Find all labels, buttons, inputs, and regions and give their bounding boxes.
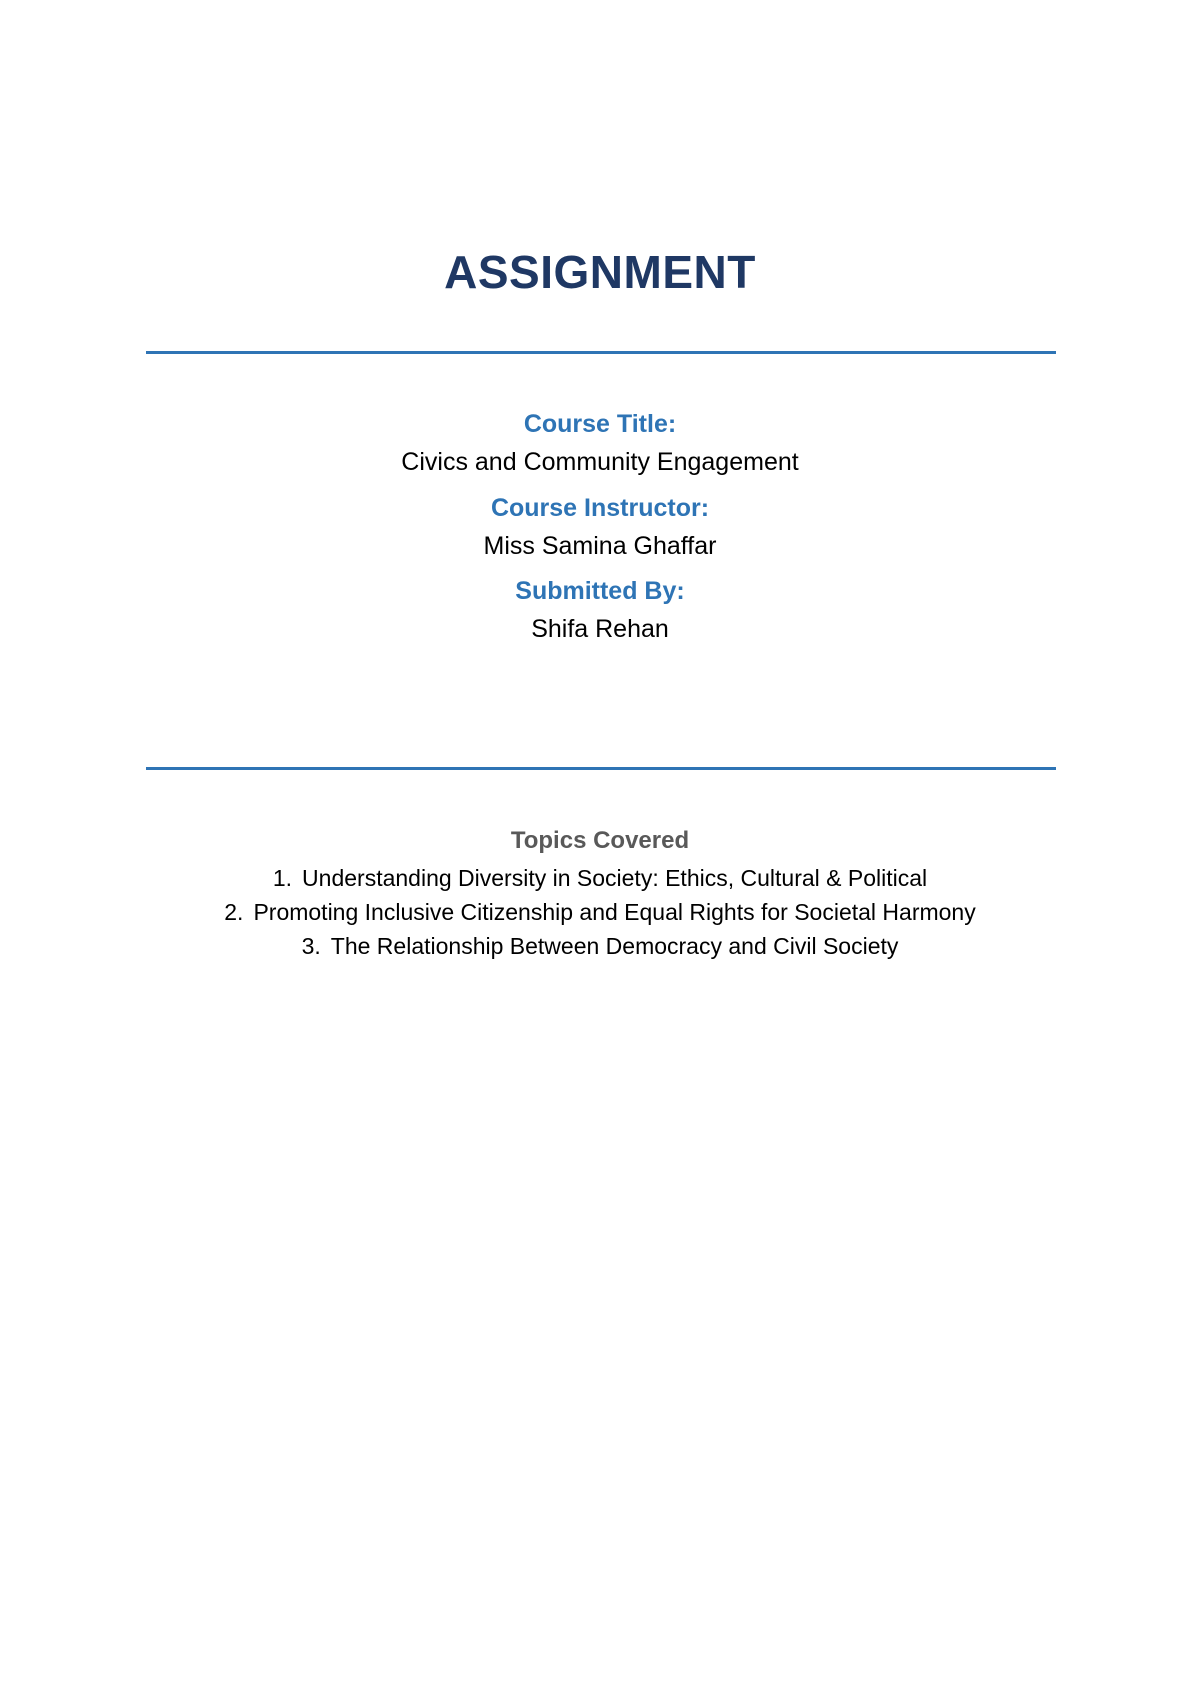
course-title-block (0, 409, 1200, 477)
document-title: ASSIGNMENT (444, 246, 756, 298)
submitted-by-label: Submitted By: (515, 577, 685, 605)
course-instructor-value: Miss Samina Ghaffar (483, 532, 717, 560)
course-title-value: Civics and Community Engagement (401, 448, 799, 476)
topic-text: The Relationship Between Democracy and Civil Society (330, 933, 899, 959)
course-title-label: Course Title: (523, 410, 677, 438)
submitted-by-block (0, 576, 1200, 644)
topic-text: Promoting Inclusive Citizenship and Equal Rights for Societal Harmony (253, 899, 976, 925)
topic-number: 2. (224, 899, 244, 925)
topic-text: Understanding Diversity in Society: Ethics, Cultural & Political (302, 865, 928, 891)
topic-item (0, 895, 1200, 929)
course-instructor-block (0, 493, 1200, 561)
submitted-by-value: Shifa Rehan (531, 615, 669, 643)
topic-item (0, 929, 1200, 963)
bottom-divider (146, 767, 1056, 770)
topic-number: 1. (272, 865, 293, 891)
top-divider (146, 351, 1056, 354)
course-instructor-label: Course Instructor: (490, 494, 710, 522)
topic-item (0, 861, 1200, 895)
topic-number: 3. (301, 933, 321, 959)
topics-heading: Topics Covered (510, 827, 690, 854)
topics-list (0, 861, 1200, 963)
